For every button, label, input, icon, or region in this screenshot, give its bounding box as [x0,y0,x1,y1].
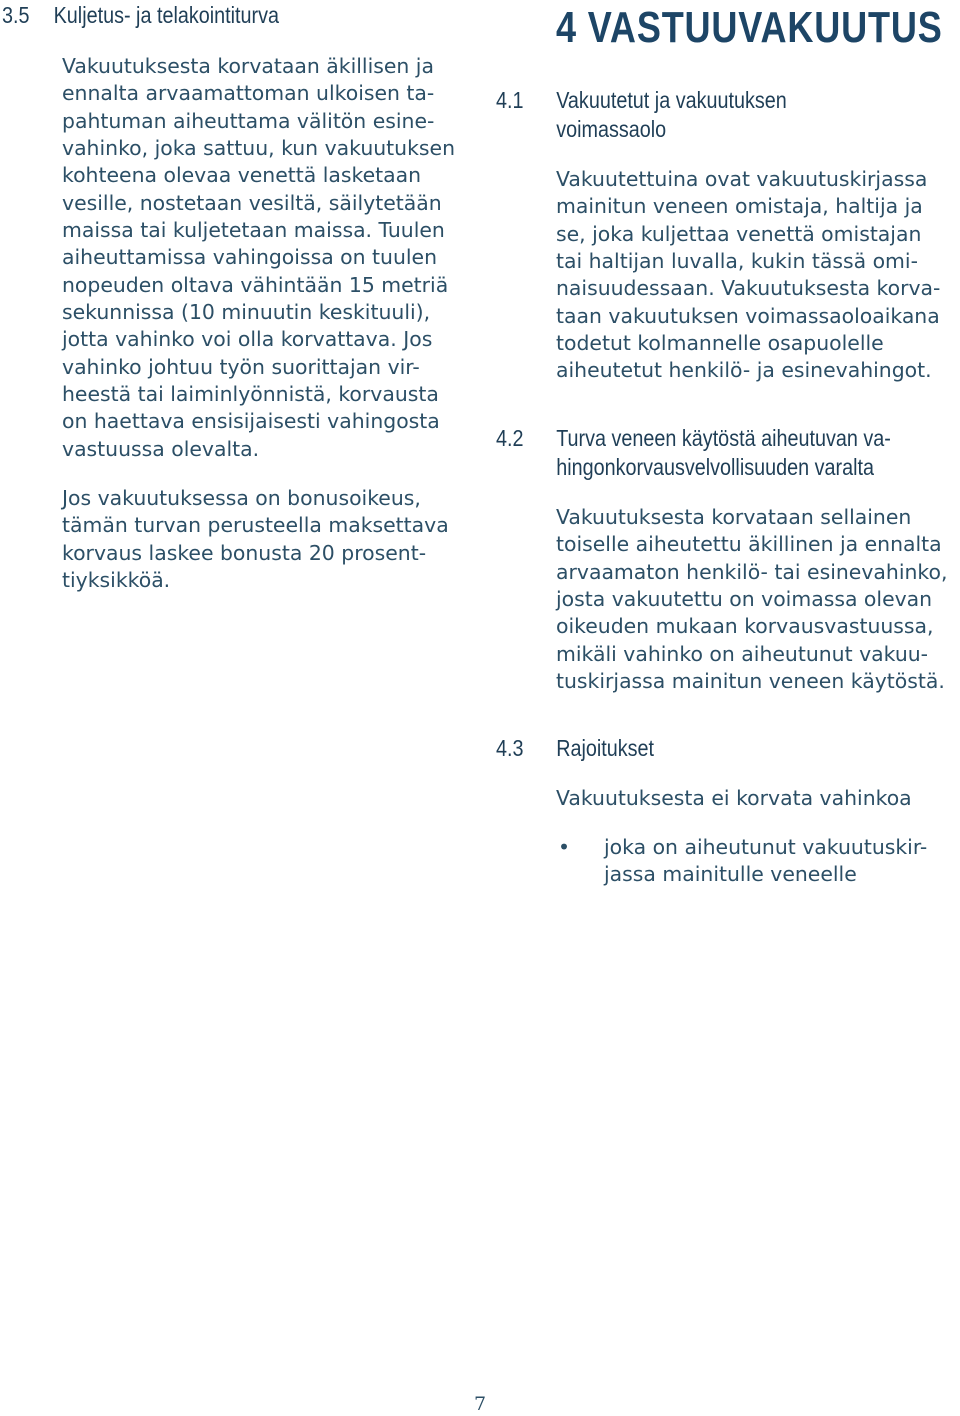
section-4-3-paragraph: Vakuutuksesta ei korvata vahinkoa [556,786,912,810]
section-number: 3.5 [2,2,30,28]
chapter-title: 4 VASTUUVAKUUTUS [556,3,943,52]
section-3-5-heading [2,1,484,30]
section-title: Kuljetus- ja telakointiturva [53,2,279,28]
page-number: 7 [473,1393,487,1415]
section-4-1-heading [496,86,960,144]
section-number: 4.1 [496,87,524,113]
section-number: 4.3 [496,735,524,761]
section-4-1-paragraph: Vakuutettuina ovat vakuutuskirjassa mainitun veneen omistaja, haltija ja se, joka kuljettaa venettä omistajan tai haltijan luvalla, kukin tässä omi- naisuudessaan. Vakuutuksesta korva- taan vakuutuksen voimassaoloaikana todetut kolmannelle osapuolelle aiheutetut henkilö- ja esinevahingot. [556,167,941,383]
section-4-3-heading [496,734,960,763]
section-4-2-heading [496,424,960,482]
list-item [556,834,960,889]
section-4-3-bullet-list [496,834,960,889]
section-number: 4.2 [496,425,524,451]
list-item-text: joka on aiheutunut vakuutuskir- jassa mainitulle veneelle [604,835,928,887]
section-title: Rajoitukset [556,735,655,761]
section-title: Vakuutetut ja vakuutuksen voimassaolo [556,87,787,142]
section-title: Turva veneen käytöstä aiheutuvan va- hingonkorvausvelvollisuuden varalta [556,425,891,480]
section-3-5-paragraph-1: Vakuutuksesta korvataan äkillisen ja ennalta arvaamattoman ulkoisen ta- pahtuman aiheuttama välitön esine- vahinko, joka sattuu, kun vakuutuksen kohteena olevaa venettä lasketaan vesille, nostetaan vesiltä, säilytetään maissa tai kuljetetaan maissa. Tuulen aiheuttamissa vahingoissa on tuulen nopeuden oltava vähintään 15 metriä sekunnissa (10 minuutin keskituuli), jotta vahinko voi olla korvattava. Jos vahinko johtuu työn suorittajan vir- heestä tai laiminlyönnistä, korvausta on haettava ensisijaisesti vahingosta vastuussa olevalta. [62,54,455,461]
section-4-2-paragraph: Vakuutuksesta korvataan sellainen toiselle aiheutettu äkillinen ja ennalta arvaamaton henkilö- tai esinevahinko, josta vakuutettu on voimassa olevan oikeuden mukaan korvausvastuussa, mikäli vahinko on aiheutunut vakuu- tuskirjassa mainitun veneen käytöstä. [556,505,948,694]
section-3-5-paragraph-2: Jos vakuutuksessa on bonusoikeus, tämän turvan perusteella maksettava korvaus laskee bonusta 20 prosent- tiyksikköä. [62,486,449,593]
bullet-icon: • [558,835,571,859]
